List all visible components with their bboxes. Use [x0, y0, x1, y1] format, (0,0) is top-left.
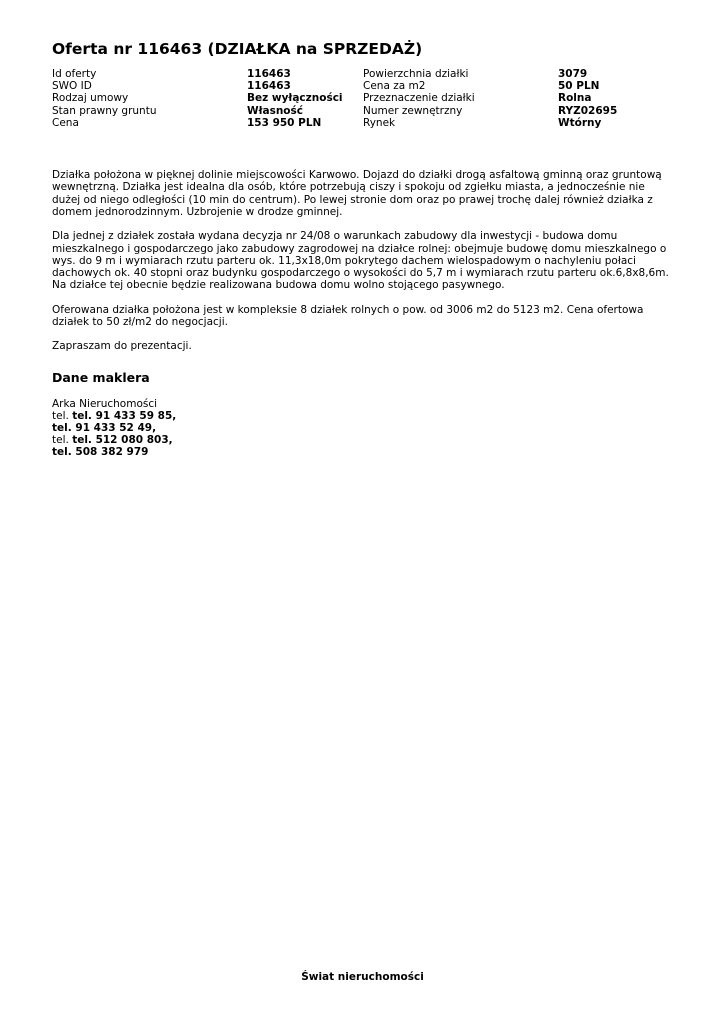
- spec-label: Rodzaj umowy: [52, 92, 129, 105]
- spec-value: 116463: [247, 68, 291, 80]
- phone-prefix: tel.: [52, 434, 69, 447]
- broker-phone-line: [52, 434, 676, 446]
- description-paragraph: Zapraszam do prezentacji.: [52, 340, 192, 353]
- spec-label: SWO ID: [52, 80, 92, 93]
- spec-value: 3079: [558, 68, 588, 80]
- broker-phone-line: [52, 422, 676, 434]
- broker-phone-line: [52, 446, 676, 458]
- spec-value: Bez wyłączności: [247, 92, 343, 105]
- spec-label: Stan prawny gruntu: [52, 104, 157, 117]
- phone-number: tel. 508 382 979: [52, 446, 149, 459]
- broker-agency: Arka Nieruchomości: [52, 397, 158, 410]
- spec-label: Cena: [52, 116, 79, 129]
- broker-contact: [52, 398, 676, 459]
- phone-number: tel. 512 080 803,: [72, 434, 173, 447]
- description-paragraph: Oferowana działka położona jest w kompleksie 8 działek rolnych o pow. od 3006 m2 do 5123 m2. Cena ofertowa działek to 50 zł/m2 do negocjacji.: [52, 303, 644, 328]
- phone-number: tel. 91 433 59 85,: [72, 409, 177, 422]
- broker-heading: Dane maklera: [52, 369, 150, 385]
- spec-value: 153 950 PLN: [247, 116, 322, 129]
- spec-label: Id oferty: [52, 68, 97, 80]
- spec-value: Własność: [247, 104, 303, 117]
- phone-prefix: tel.: [52, 409, 69, 422]
- spec-value: Rolna: [558, 92, 592, 105]
- offer-specs-table: [52, 68, 676, 129]
- phone-number: tel. 91 433 52 49,: [52, 421, 157, 434]
- spec-label: Rynek: [363, 116, 396, 129]
- offer-description: [52, 169, 676, 353]
- spec-value: 50 PLN: [558, 80, 600, 93]
- spec-value: Wtórny: [558, 116, 602, 129]
- broker-phone-line: [52, 410, 676, 422]
- offer-document: [52, 38, 676, 459]
- offer-title: Oferta nr 116463 (DZIAŁKA na SPRZEDAŻ): [52, 40, 423, 58]
- description-paragraph: Działka położona w pięknej dolinie miejscowości Karwowo. Dojazd do działki drogą asfaltową gminną oraz gruntową wewnętrzną. Działka jest idealna dla osób, które potrzebują ciszy i spokoju od zgiełku miasta, a jednocześnie nie dużej od niego odległości (10 min do centrum). Po lewej stronie dom oraz po prawej trochę dalej również działka z domem jednorodzinnym. Uzbrojenie w drodze gminnej.: [52, 169, 662, 218]
- spec-label: Numer zewnętrzny: [363, 104, 463, 117]
- spec-label: Przeznaczenie działki: [363, 92, 475, 105]
- spec-label: Cena za m2: [363, 80, 426, 93]
- spec-value: RYZ02695: [558, 104, 618, 117]
- page-footer: Świat nieruchomości: [301, 971, 424, 983]
- description-paragraph: Dla jednej z działek została wydana decyzja nr 24/08 o warunkach zabudowy dla inwestycji - budowa domu mieszkalnego i gospodarczego jako zabudowy zagrodowej na działce rolnej: obejmuje budowę domu mieszkalnego o wys. do 9 m i wymiarach rzutu parteru ok. 11,3x18,0m pokrytego dachem wielospadowym o nachyleniu połaci dachowych ok. 40 stopni oraz budynku gospodarczego o wysokości do 5,7 m i wymiarach rzutu parteru ok.6,8x8,6m. Na działce tej obecnie będzie realizowana budowa domu wolno stojącego pasywnego.: [52, 230, 669, 292]
- spec-value: 116463: [247, 80, 291, 93]
- spec-label: Powierzchnia działki: [363, 68, 469, 80]
